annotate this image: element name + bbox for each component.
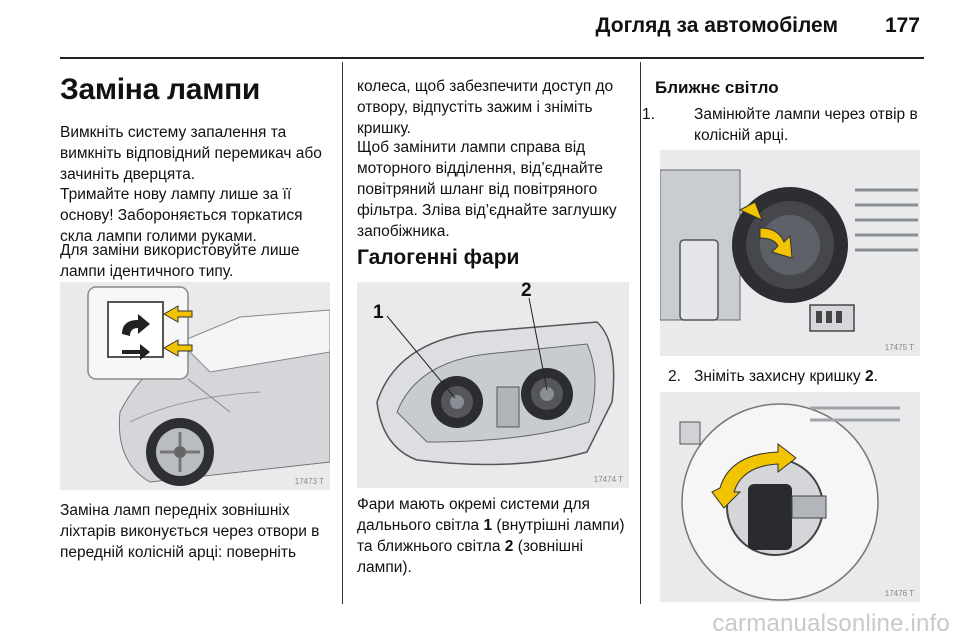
text-segment: Фари мають окремі системи для дальнього світла bbox=[357, 496, 590, 534]
section-heading-lamp-replacement: Заміна лампи bbox=[60, 73, 261, 106]
step-2 bbox=[668, 366, 918, 387]
figure-label-1: 1 bbox=[373, 302, 384, 323]
paragraph-identical-lamps: Для заміни використовуйте лише лампи ідентичного типу. bbox=[60, 242, 300, 280]
column-divider-2 bbox=[640, 62, 641, 604]
figure-code: 17475 T bbox=[884, 343, 914, 352]
step-2-text: Зніміть захисну кришку bbox=[694, 368, 865, 385]
callout-2: 2 bbox=[504, 538, 514, 555]
figure-protective-cover bbox=[660, 392, 920, 602]
section-heading-low-beam: Ближнє світло bbox=[655, 78, 779, 97]
step-1 bbox=[642, 104, 944, 146]
step-2-end: . bbox=[873, 368, 878, 385]
figure-wheel-arch-access bbox=[660, 150, 920, 356]
step-1-text: Замінюйте лампи через отвір в колісній арці. bbox=[694, 106, 918, 144]
paragraph-turn-wheels: колеса, щоб забезпечити доступ до отвору, відпустіть зажим і зніміть кришку. bbox=[357, 78, 614, 137]
section-heading-halogen-headlights: Галогенні фари bbox=[357, 246, 520, 269]
headlight-illustration bbox=[357, 282, 629, 488]
paragraph-front-lights-access: Заміна ламп передніх зовнішніх ліхтарів виконується через отвори в передній колісній арці: поверніть bbox=[60, 502, 320, 561]
paragraph-air-hose: Щоб замінити лампи справа від моторного відділення, від’єднайте повітряний шланг від повітряного фільтра. Зліва від’єднайте заглушку запобіжника. bbox=[357, 139, 617, 240]
figure-code: 17473 T bbox=[294, 477, 324, 486]
callout-2: 2 bbox=[864, 368, 874, 385]
paragraph-hold-lamp: Тримайте нову лампу лише за її основу! Забороняється торкатися скла лампи голими руками. bbox=[60, 186, 303, 245]
step-1-number: 1. bbox=[642, 106, 655, 123]
figure-label-2: 2 bbox=[521, 282, 532, 301]
figure-code: 17474 T bbox=[593, 475, 623, 484]
column-divider-1 bbox=[342, 62, 343, 604]
text-segment: (зовнішні лампи). bbox=[357, 538, 584, 576]
watermark: carmanualsonline.info bbox=[712, 610, 950, 637]
paragraph-switch-off: Вимкніть систему запалення та вимкніть відповідний перемикач або зачиніть дверцята. bbox=[60, 124, 322, 183]
wheel-arch-illustration bbox=[660, 150, 920, 356]
header-rule bbox=[60, 57, 924, 59]
figure-code: 17476 T bbox=[884, 589, 914, 598]
figure-halogen-headlight bbox=[357, 282, 629, 488]
figure-wheel-arch-cover bbox=[60, 282, 330, 490]
text-segment: (внутрішні лампи) та ближнього світла bbox=[357, 517, 625, 555]
callout-1: 1 bbox=[483, 517, 493, 534]
protective-cover-illustration bbox=[660, 392, 920, 602]
page-number: 177 bbox=[884, 14, 920, 37]
step-2-number: 2. bbox=[668, 368, 681, 385]
paragraph-separate-systems bbox=[357, 494, 629, 578]
car-front-illustration bbox=[60, 282, 330, 490]
running-header-title: Догляд за автомобілем bbox=[595, 14, 838, 37]
